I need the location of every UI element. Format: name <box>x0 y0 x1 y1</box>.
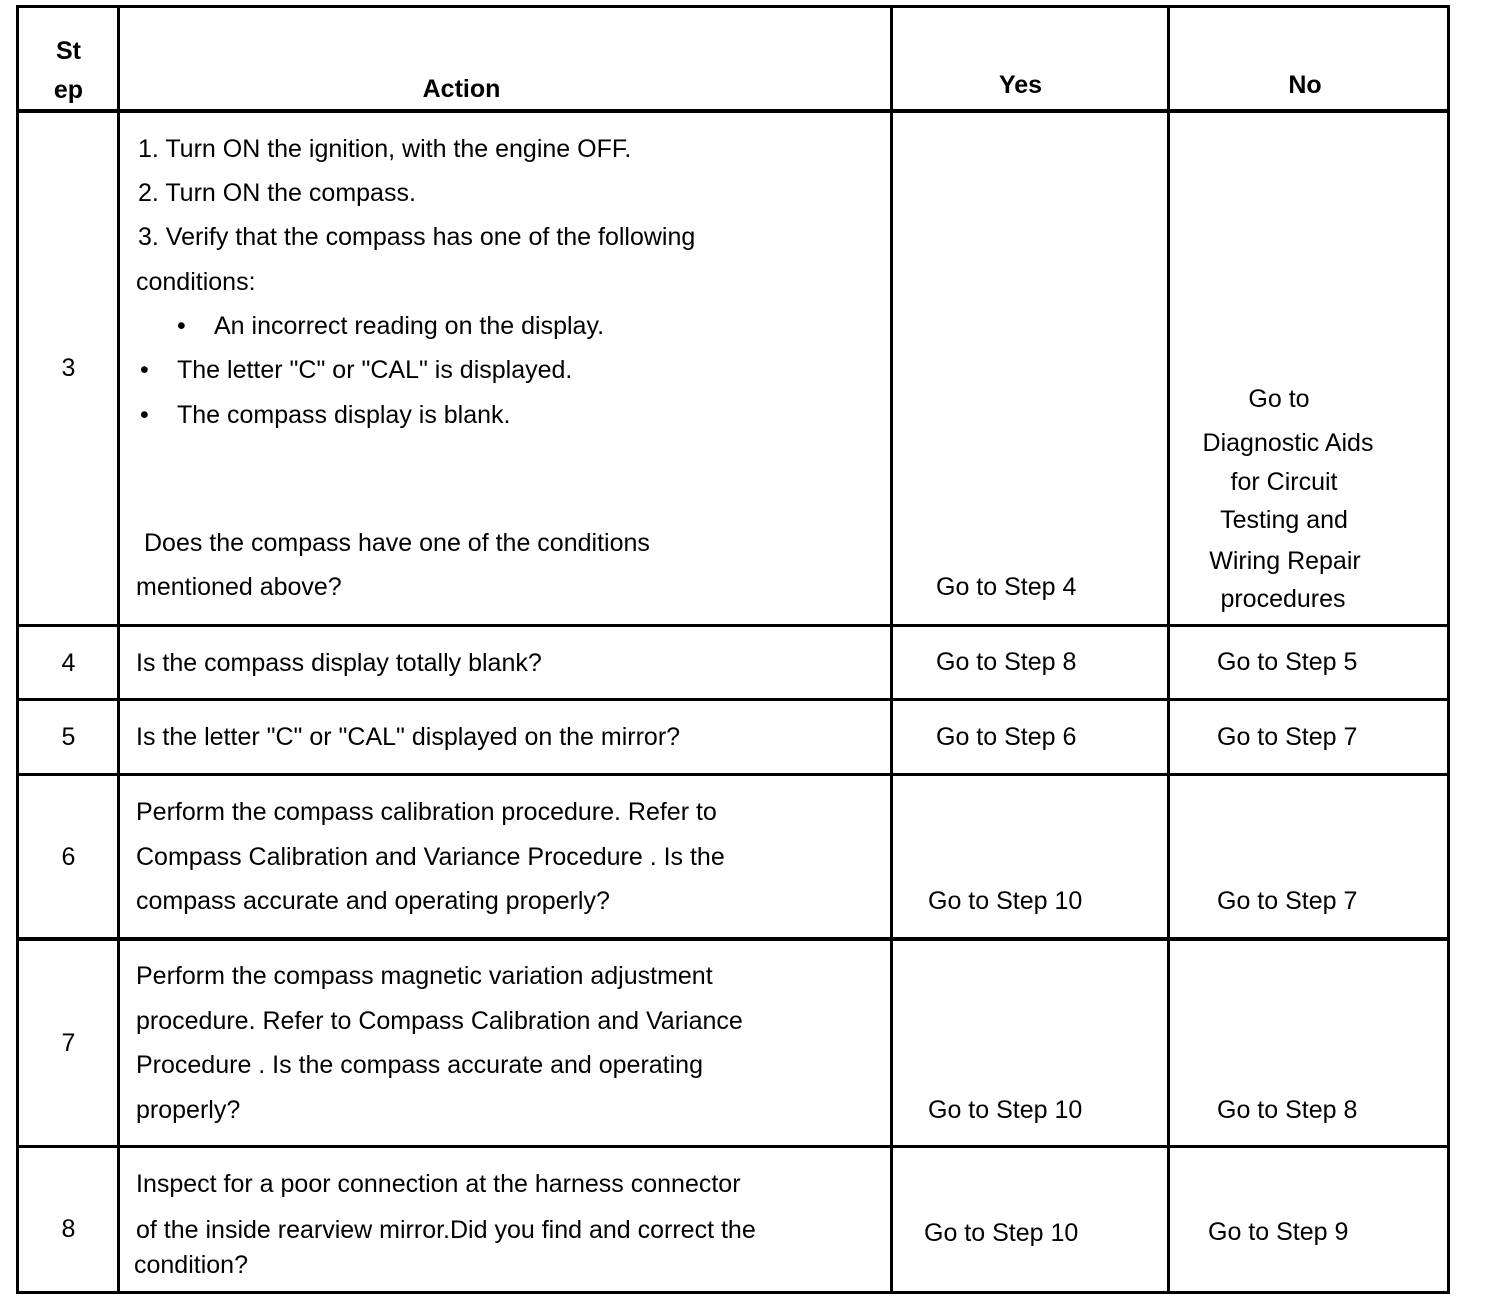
step-8-yes: Go to Step 10 <box>924 1219 1079 1247</box>
header-step-line1: St <box>56 37 81 65</box>
step-3-action-line: The letter "C" or "CAL" is displayed. <box>177 356 573 384</box>
step-3-action-line: 3. Verify that the compass has one of the following <box>138 223 696 251</box>
step-3-no-line: Go to <box>1248 385 1310 413</box>
row-6-bottom-rule <box>16 937 1450 941</box>
step-7-no: Go to Step 8 <box>1217 1096 1358 1124</box>
row-7-bottom-rule <box>16 1145 1450 1148</box>
step-6-no: Go to Step 7 <box>1217 887 1358 915</box>
bullet-icon: • <box>140 356 149 384</box>
step-5-no: Go to Step 7 <box>1217 723 1358 751</box>
step-3-action-line: The compass display is blank. <box>177 401 511 429</box>
header-step-line2: ep <box>53 76 84 104</box>
step-3-yes: Go to Step 4 <box>936 573 1077 601</box>
step-3-action-line: mentioned above? <box>136 573 342 601</box>
step-5-yes: Go to Step 6 <box>936 723 1077 751</box>
header-action: Action <box>422 75 501 103</box>
step-6-action-line: compass accurate and operating properly? <box>136 887 610 915</box>
header-no: No <box>1288 71 1322 99</box>
step-3-no-line: Wiring Repair <box>1209 547 1361 575</box>
diagnostic-table <box>16 5 1450 1294</box>
step-4-yes: Go to Step 8 <box>936 648 1077 676</box>
step-7-yes: Go to Step 10 <box>928 1096 1083 1124</box>
step-8-action-line: condition? <box>134 1251 248 1279</box>
header-bottom-rule <box>16 109 1450 113</box>
step-7-number: 7 <box>61 1029 76 1057</box>
step-8-no: Go to Step 9 <box>1208 1218 1349 1246</box>
table-border-left <box>16 5 19 1294</box>
step-7-action-line: Procedure . Is the compass accurate and operating <box>136 1051 703 1079</box>
step-3-action-line: An incorrect reading on the display. <box>214 312 605 340</box>
row-3-bottom-rule <box>16 624 1450 627</box>
row-5-bottom-rule <box>16 773 1450 776</box>
yes-column-rule <box>1167 5 1170 1294</box>
table-border-bottom <box>16 1291 1450 1294</box>
step-3-number: 3 <box>61 354 76 382</box>
step-8-action-line: of the inside rearview mirror.Did you find and correct the <box>136 1216 756 1244</box>
table-border-right <box>1447 5 1450 1294</box>
step-5-action-line: Is the letter "C" or "CAL" displayed on the mirror? <box>136 723 681 751</box>
step-6-number: 6 <box>61 843 76 871</box>
step-3-action-line: 2. Turn ON the compass. <box>138 179 416 207</box>
step-4-no: Go to Step 5 <box>1217 648 1358 676</box>
header-yes: Yes <box>998 71 1043 99</box>
step-7-action-line: procedure. Refer to Compass Calibration and Variance <box>136 1007 743 1035</box>
step-column-rule <box>117 5 120 1294</box>
step-7-action-line: properly? <box>136 1096 241 1124</box>
step-6-action-line: Compass Calibration and Variance Procedure . Is the <box>136 843 725 871</box>
step-3-no-line: for Circuit <box>1230 468 1338 496</box>
action-column-rule <box>890 5 893 1294</box>
step-3-no-line: Diagnostic Aids <box>1202 429 1374 457</box>
step-8-number: 8 <box>61 1215 76 1243</box>
step-5-number: 5 <box>61 723 76 751</box>
step-3-action-line: 1. Turn ON the ignition, with the engine OFF. <box>138 135 632 163</box>
step-6-action-line: Perform the compass calibration procedure. Refer to <box>136 798 717 826</box>
table-border-top <box>16 5 1450 8</box>
row-4-bottom-rule <box>16 698 1450 701</box>
step-3-no-line: Testing and <box>1220 506 1348 534</box>
step-4-number: 4 <box>61 649 76 677</box>
step-3-action-line: Does the compass have one of the conditions <box>144 529 650 557</box>
step-6-yes: Go to Step 10 <box>928 887 1083 915</box>
step-7-action-line: Perform the compass magnetic variation adjustment <box>136 962 713 990</box>
step-3-action-line: conditions: <box>136 268 256 296</box>
bullet-icon: • <box>140 401 149 429</box>
bullet-icon: • <box>177 312 186 340</box>
step-4-action-line: Is the compass display totally blank? <box>136 649 542 677</box>
step-8-action-line: Inspect for a poor connection at the harness connector <box>136 1170 741 1198</box>
step-3-no-line: procedures <box>1220 585 1346 613</box>
